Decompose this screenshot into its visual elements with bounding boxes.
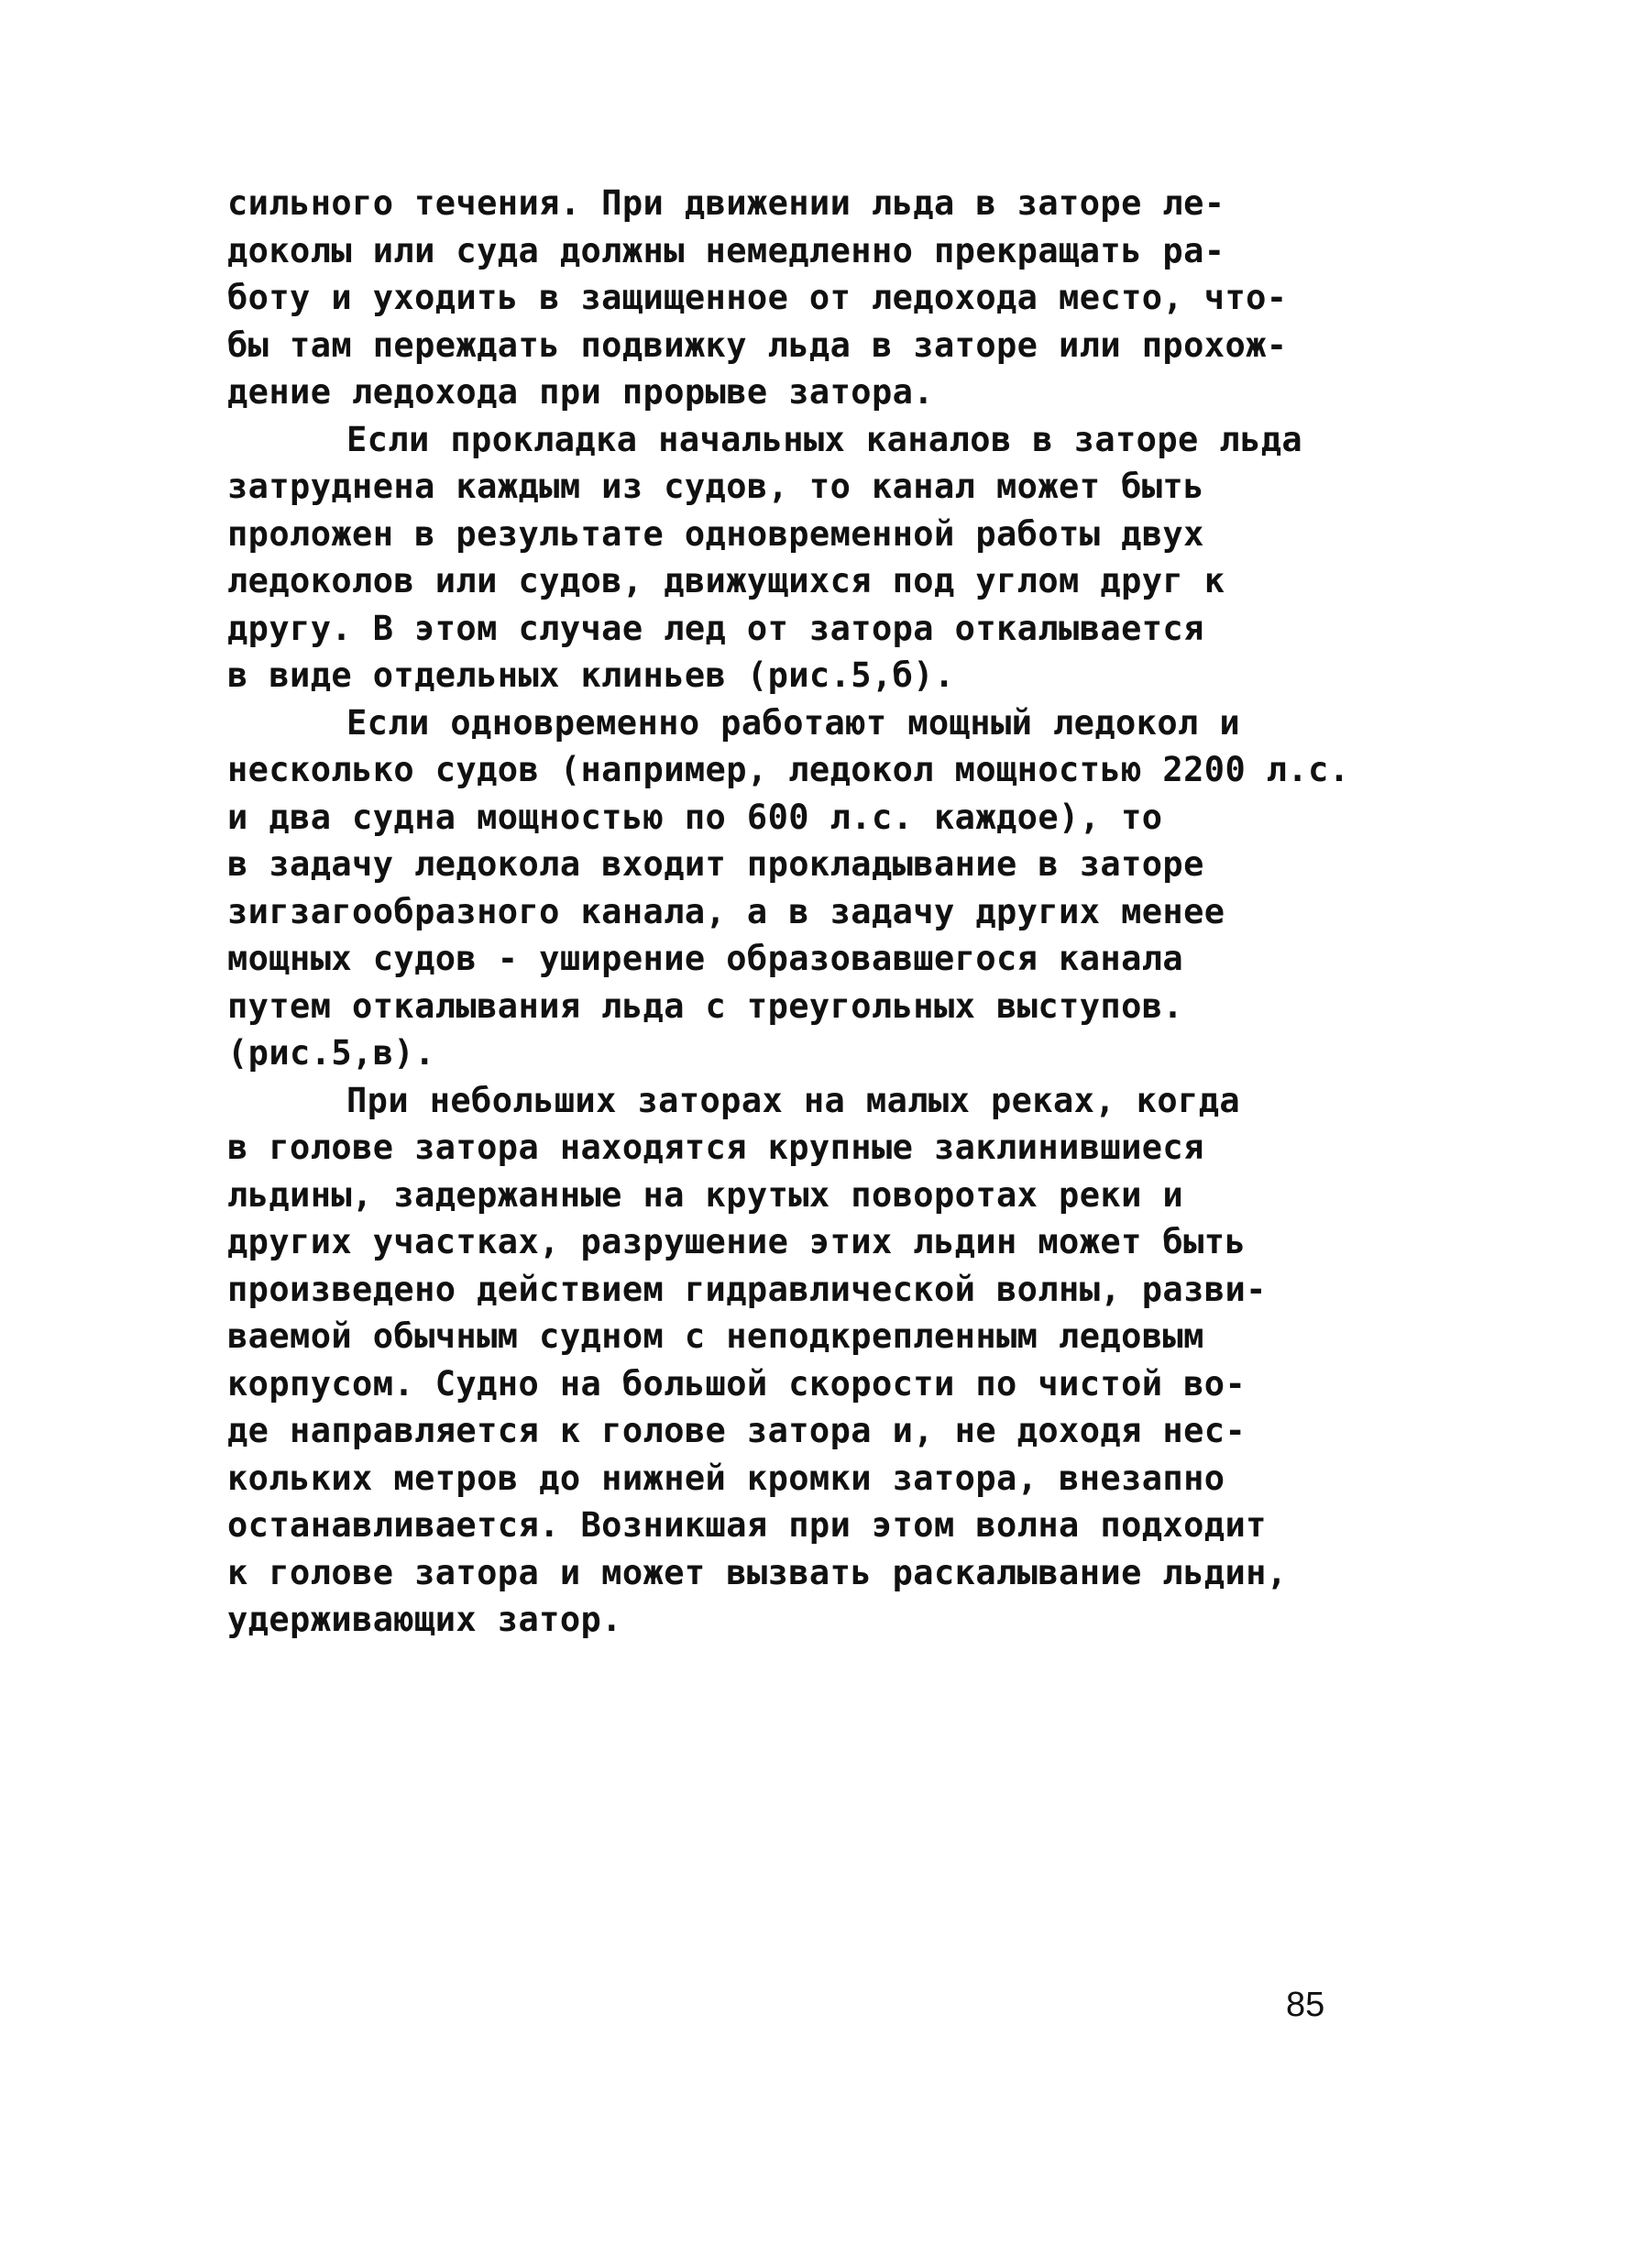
text-line: Если одновременно работают мощный ледокол и: [346, 702, 1241, 743]
text-line: к голове затора и может вызвать раскалывание льдин,: [227, 1552, 1288, 1592]
text-line: путем откалывания льда с треугольных выступов.: [227, 985, 1184, 1026]
page-number: 85: [1286, 1986, 1325, 2024]
text-line: ледоколов или судов, движущихся под углом друг к: [227, 561, 1225, 600]
text-line: При небольших заторах на малых реках, когда: [346, 1080, 1241, 1120]
text-line: дение ледохода при прорыве затора.: [227, 372, 934, 412]
text-line: корпусом. Судно на большой скорости по чистой во-: [227, 1363, 1247, 1404]
text-line: льдины, задержанные на крутых поворотах реки и: [227, 1174, 1184, 1215]
text-line: доколы или суда должны немедленно прекращать ра-: [227, 230, 1225, 270]
text-line: сильного течения. При движении льда в заторе ле-: [227, 183, 1225, 223]
text-line: в виде отдельных клиньев (рис.5,б).: [227, 655, 955, 695]
text-line: несколько судов (например, ледокол мощностью 2200 л.с.: [227, 750, 1350, 789]
text-line: мощных судов - уширение образовавшегося канала: [227, 939, 1184, 978]
text-line: кольких метров до нижней кромки затора, внезапно: [227, 1458, 1225, 1498]
text-line: (рис.5,в).: [227, 1033, 435, 1073]
text-line: произведено действием гидравлической волны, разви-: [227, 1269, 1267, 1309]
text-line: ваемой обычным судном с неподкрепленным ледовым: [227, 1316, 1204, 1356]
paragraph-3: [227, 699, 1446, 1077]
text-line: де направляется к голове затора и, не доходя нес-: [227, 1411, 1247, 1450]
body-text: [227, 180, 1446, 1644]
text-line: в задачу ледокола входит прокладывание в заторе: [227, 844, 1204, 884]
paragraph-1: [227, 180, 1446, 416]
text-line: удерживающих затор.: [227, 1600, 622, 1639]
text-line: бы там переждать подвижку льда в заторе или прохож-: [227, 325, 1288, 365]
text-line: Если прокладка начальных каналов в заторе льда: [346, 419, 1303, 459]
text-line: проложен в результате одновременной работы двух: [227, 513, 1204, 554]
text-line: других участках, разрушение этих льдин может быть: [227, 1222, 1247, 1261]
text-line: зигзагообразного канала, а в задачу других менее: [227, 891, 1225, 931]
text-line: останавливается. Возникшая при этом волна подходит: [227, 1505, 1267, 1545]
text-line: боту и уходить в защищенное от ледохода место, что-: [227, 278, 1288, 317]
text-line: другу. В этом случае лед от затора откалывается: [227, 608, 1204, 648]
paragraph-4: [227, 1077, 1446, 1644]
paragraph-2: [227, 416, 1446, 699]
text-line: и два судна мощностью по 600 л.с. каждое), то: [227, 797, 1163, 837]
text-line: затруднена каждым из судов, то канал может быть: [227, 467, 1204, 506]
text-line: в голове затора находятся крупные заклинившиеся: [227, 1128, 1204, 1167]
